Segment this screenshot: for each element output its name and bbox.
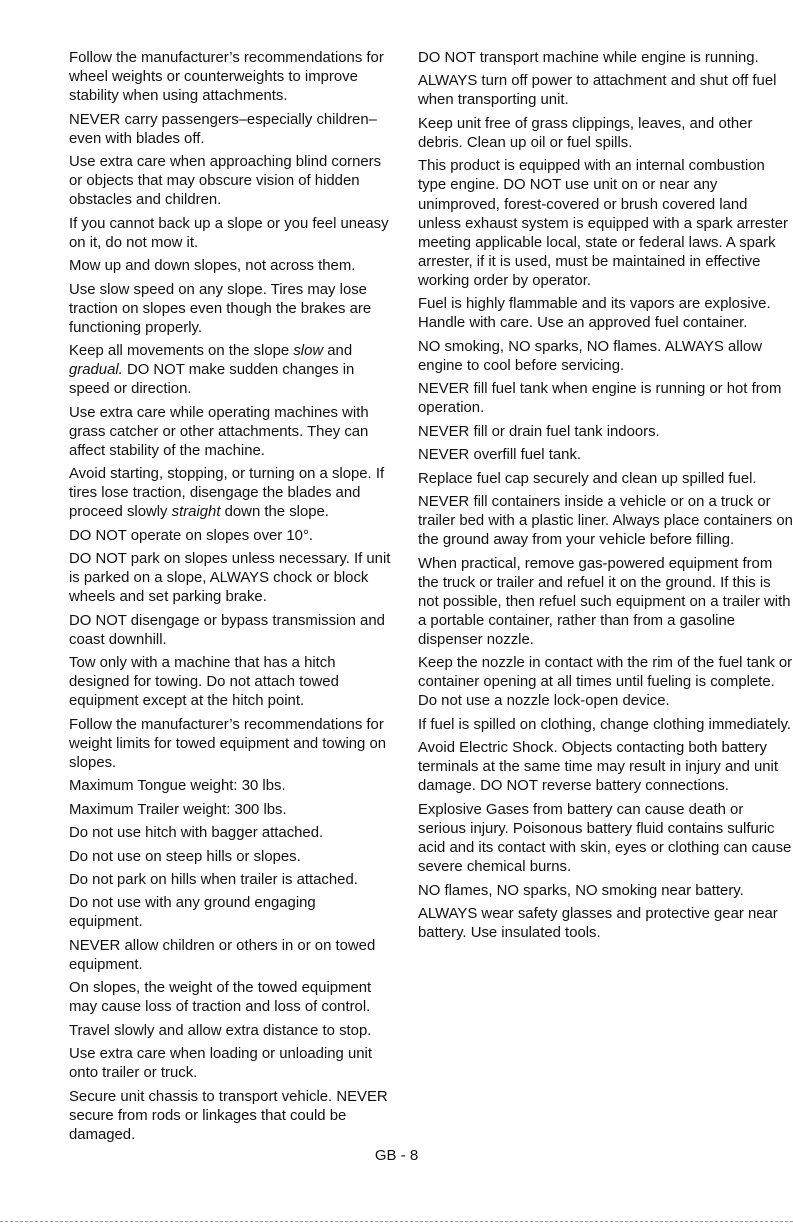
safety-paragraph: NEVER carry passengers–especially children–even with blades off.	[69, 111, 377, 147]
safety-paragraph: ALWAYS turn off power to attachment and shut off fuel when transporting unit.	[418, 73, 777, 109]
safety-paragraph: Use extra care while operating machines with grass catcher or other attachments. They can affect stability of the machine.	[69, 404, 369, 459]
safety-paragraph: Replace fuel cap securely and clean up spilled fuel.	[418, 470, 757, 487]
paragraph-text: and	[323, 343, 353, 360]
safety-paragraph: Use extra care when loading or unloading unit onto trailer or truck.	[69, 1046, 372, 1082]
safety-paragraph: Follow the manufacturer’s recommendations for weight limits for towed equipment and towing on slopes.	[69, 716, 387, 772]
safety-paragraph: DO NOT transport machine while engine is running.	[418, 50, 759, 66]
emphasized-text: straight	[171, 504, 221, 521]
safety-paragraph: Mow up and down slopes, not across them.	[69, 258, 356, 275]
safety-paragraph: NEVER overfill fuel tank.	[418, 447, 582, 464]
safety-paragraph: NO flames, NO sparks, NO smoking near battery.	[418, 882, 744, 899]
safety-paragraph: Secure unit chassis to transport vehicle. NEVER secure from rods or linkages that could be damaged.	[69, 1088, 388, 1143]
safety-paragraph: Maximum Trailer weight: 300 lbs.	[69, 801, 287, 818]
page-bottom-rule	[0, 1221, 793, 1222]
safety-paragraph: This product is equipped with an internal combustion type engine. DO NOT use unit on or near any unimproved, forest-covered or brush covered land unless exhaust system is equipped with a spark arrester meeting applicable local, state or federal laws. A spark arrester, if it is used, must be maintained in effective working order by operator.	[418, 158, 788, 289]
paragraph-text: Avoid starting, stopping, or turning on a slope. If tires lose traction, disengage the blades and proceed slowly	[69, 466, 385, 521]
safety-paragraph: NEVER fill fuel tank when engine is running or hot from operation.	[418, 381, 782, 417]
left-column	[69, 49, 391, 1149]
safety-paragraph: ALWAYS wear safety glasses and protective gear near battery. Use insulated tools.	[418, 905, 778, 941]
safety-paragraph: NEVER fill containers inside a vehicle or on a truck or trailer bed with a plastic liner. Always place containers on the ground away from your vehicle before filling.	[418, 493, 793, 549]
safety-paragraph: If you cannot back up a slope or you feel uneasy on it, do not mow it.	[69, 215, 389, 251]
safety-paragraph: Follow the manufacturer’s recommendations for wheel weights or counterweights to improve stability when using attachments.	[69, 50, 384, 105]
safety-paragraph: Explosive Gases from battery can cause death or serious injury. Poisonous battery fluid contains sulfuric acid and its contact with skin, eyes or clothing can cause severe chemical burns.	[418, 801, 792, 876]
safety-paragraph: Do not use on steep hills or slopes.	[69, 848, 301, 865]
safety-paragraph: Avoid Electric Shock. Objects contacting both battery terminals at the same time may result in injury and unit damage. DO NOT reverse battery connections.	[418, 740, 779, 795]
safety-paragraph: Maximum Tongue weight: 30 lbs.	[69, 778, 286, 795]
right-column	[418, 49, 793, 947]
safety-paragraph: Travel slowly and allow extra distance to stop.	[69, 1022, 372, 1039]
safety-paragraph: DO NOT disengage or bypass transmission and coast downhill.	[69, 612, 385, 648]
safety-paragraph: When practical, remove gas-powered equipment from the truck or trailer and refuel it on the ground. If this is not possible, then refuel such equipment on a trailer with a portable container, rather than from a gasoline dispenser nozzle.	[418, 555, 791, 648]
page-number: GB - 8	[374, 1147, 419, 1164]
safety-paragraph: NO smoking, NO sparks, NO flames. ALWAYS allow engine to cool before servicing.	[418, 338, 762, 374]
safety-paragraph: Keep unit free of grass clippings, leaves, and other debris. Clean up oil or fuel spills.	[418, 115, 753, 151]
emphasized-text: gradual.	[69, 362, 123, 379]
safety-paragraph	[69, 342, 391, 399]
safety-paragraph: DO NOT park on slopes unless necessary. If unit is parked on a slope, ALWAYS chock or block wheels and set parking brake.	[69, 551, 391, 606]
paragraph-text: Keep all movements on the slope	[69, 343, 294, 360]
safety-paragraph: Fuel is highly flammable and its vapors are explosive. Handle with care. Use an approved fuel container.	[418, 296, 771, 332]
safety-paragraph: Do not park on hills when trailer is attached.	[69, 872, 358, 888]
safety-paragraph: On slopes, the weight of the towed equipment may cause loss of traction and loss of control.	[69, 980, 372, 1016]
paragraph-text: DO NOT make sudden changes in speed or direction.	[69, 362, 355, 398]
safety-paragraph: Do not use hitch with bagger attached.	[69, 825, 324, 842]
safety-paragraph: Use extra care when approaching blind corners or objects that may obscure vision of hidden obstacles and children.	[69, 154, 382, 209]
safety-paragraph: Use slow speed on any slope. Tires may lose traction on slopes even though the brakes are functioning properly.	[69, 281, 372, 336]
safety-paragraph: Tow only with a machine that has a hitch designed for towing. Do not attach towed equipment except at the hitch point.	[69, 655, 339, 710]
safety-paragraph: DO NOT operate on slopes over 10°.	[69, 527, 314, 544]
emphasized-text: slow	[293, 343, 324, 360]
safety-paragraph: NEVER fill or drain fuel tank indoors.	[418, 423, 660, 440]
safety-paragraph: Do not use with any ground engaging equipment.	[69, 895, 316, 931]
safety-paragraph	[69, 465, 391, 522]
safety-paragraph: NEVER allow children or others in or on towed equipment.	[69, 937, 376, 973]
safety-paragraph: If fuel is spilled on clothing, change clothing immediately.	[418, 716, 792, 733]
safety-paragraph: Keep the nozzle in contact with the rim of the fuel tank or container opening at all times until fueling is complete. Do not use a nozzle lock-open device.	[418, 655, 793, 710]
paragraph-text: down the slope.	[220, 504, 329, 521]
